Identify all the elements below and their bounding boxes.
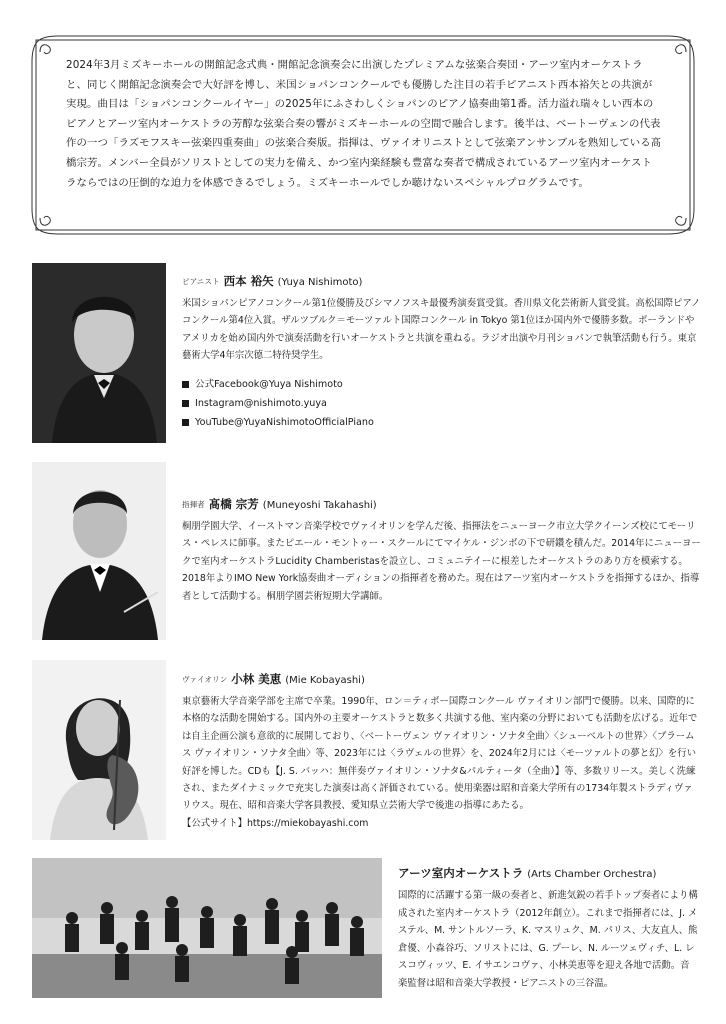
performer-romaji: (Yuya Nishimoto) xyxy=(277,277,363,288)
performer-bio-text: 桐朋学園大学、イーストマン音楽学校でヴァイオリンを学んだ後、指揮法をニューヨーク市立大学クイーンズ校にてモーリス・ペレスに師事。またピエール・モントゥー・スクールにてマイケル・ジンボの下で研鑽を積んだ。2014年にニューヨークで室内オーケストラLucidity Chamberistasを設立し、コミュニテイーに根差したオーケストラのあり方を模索する。2018年よりIMO New York協奏曲オーディションの指揮者を務めた。現在はアーツ室内オーケストラを指揮するほか、指導者として活動する。桐朋学園芸術短期大学講師。 xyxy=(182,521,701,602)
role-label: ヴァイオリン xyxy=(182,675,228,684)
bullet-square-icon xyxy=(182,400,189,407)
orchestra-romaji: (Arts Chamber Orchestra) xyxy=(527,869,657,880)
performer-name: 西本 裕矢 xyxy=(223,274,274,288)
pianist-heading xyxy=(182,270,702,289)
facebook-link[interactable]: 公式Facebook@Yuya Nishimoto xyxy=(195,378,343,390)
violinist-photo xyxy=(32,660,166,840)
official-site-link[interactable]: 【公式サイト】https://miekobayashi.com xyxy=(182,817,369,829)
performer-romaji: (Muneyoshi Takahashi) xyxy=(262,500,377,511)
performer-bio-text: 東京藝術大学音楽学部を主席で卒業。1990年、ロン＝ティボー国際コンクール ヴァイオリン部門で優勝。以来、国際的に本格的な活動を開始する。国内外の主要オーケストラと数多く共演する他、室内楽の分野においても活動を広げる。近年では自主企画公演も意欲的に展開しており、〈ベートーヴェン ヴァイオリン・ソナタ全曲〉〈シューベルトの世界〉〈ブラームス ヴァイオリン・ソナタ全曲〉等、2023年には〈ラヴェルの世界〉を、2024年2月には〈モーツァルトの夢と幻〉を行い好評を博した。CDも【J. S. バッハ：無伴奏ヴァイオリン・ソナタ&パルティータ（全曲）】等、多数リリース。美しく洗練され、またダイナミックで充実した演奏は高く評価されている。使用楽器は昭和音楽大学所有の1734年製ストラディヴァリウス。現在、昭和音楽大学客員教授、愛知県立芸術大学で後進の指導にあたる。 xyxy=(182,696,698,812)
youtube-link[interactable]: YouTube@YuyaNishimotoOfficialPiano xyxy=(195,416,374,428)
orchestra-bio-text: 国際的に活躍する第一級の奏者と、新進気鋭の若手トップ奏者により構成された室内オーケストラ（2012年創立）。これまで指揮者には、J. メステル、M. サントルソーラ、K. マスリュク、M. パリス、大友直人、熊倉優、小森谷巧、ソリストには、G. プーレ、N. ルーツェヴィチ、L. レスコヴィッツ、E. イサエンコヴァ、小林美恵等を迎え各地で活動。音楽監督は昭和音楽大学教授・ピアニストの三谷温。 xyxy=(398,890,698,989)
performer-bio-text: 米国ショパンピアノコンクール第1位優勝及びシマノフスキ最優秀演奏賞受賞。香川県文化芸術新人賞受賞。高松国際ピアノコンクール第4位入賞。ザルツブルク＝モーツァルト国際コンクール in Tokyo 第1位ほか国内外で優勝多数。ポーランドやアメリカを始め国内外で演奏活動を行いオーケストラと共演を重ねる。ラジオ出演や月刊ショパンで執筆活動も行う。東京藝術大学4年宗次德二特待奨学生。 xyxy=(182,298,701,362)
social-links xyxy=(182,375,702,432)
intro-paragraph: 2024年3月ミズキーホールの開館記念式典・開館記念演奏会に出演したプレミアムな弦楽合奏団・アーツ室内オーケストラと、同じく開館記念演奏会で大好評を博し、米国ショパンコンクールでも優勝した注目の若手ピアニスト西本裕矢との共演が実現。曲目は「ショパンコンクールイヤー」の2025年にふさわしくショパンのピアノ協奏曲第1番。活力溢れ瑞々しい西本のピアノとアーツ室内オーケストラの芳醇な弦楽合奏の響がミズキーホールの空間で融合します。後半は、ベートーヴェンの代表作の一つ「ラズモフスキー弦楽四重奏曲」の弦楽合奏版。指揮は、ヴァイオリニストとして弦楽アンサンブルを熟知している髙橋宗芳。メンバー全員がソリストとしての実力を備え、かつ室内楽経験も豊富な奏者で構成されているアーツ室内オーケストラならではの圧倒的な迫力を体感できるでしょう。ミズキーホールでしか聴けないスペシャルプログラムです。 xyxy=(66,59,662,189)
link-item xyxy=(182,413,702,432)
bullet-square-icon xyxy=(182,419,189,426)
pianist-photo xyxy=(32,263,166,443)
performer-name: 髙橋 宗芳 xyxy=(208,497,259,511)
link-item xyxy=(182,394,702,413)
instagram-link[interactable]: Instagram@nishimoto.yuya xyxy=(195,397,327,409)
violinist-bio xyxy=(182,668,702,832)
violinist-heading xyxy=(182,668,702,687)
performer-romaji: (Mie Kobayashi) xyxy=(285,675,365,686)
link-item xyxy=(182,375,702,394)
orchestra-name: アーツ室内オーケストラ xyxy=(398,866,524,880)
role-label: 指揮者 xyxy=(182,500,205,509)
orchestra-heading xyxy=(398,862,698,881)
orchestra-bio xyxy=(398,862,698,993)
role-label: ピアニスト xyxy=(182,277,220,286)
conductor-photo xyxy=(32,462,166,640)
performer-name: 小林 美恵 xyxy=(231,672,282,686)
conductor-bio xyxy=(182,493,702,605)
conductor-heading xyxy=(182,493,702,512)
orchestra-photo xyxy=(32,858,382,998)
pianist-bio xyxy=(182,270,702,432)
bullet-square-icon xyxy=(182,381,189,388)
